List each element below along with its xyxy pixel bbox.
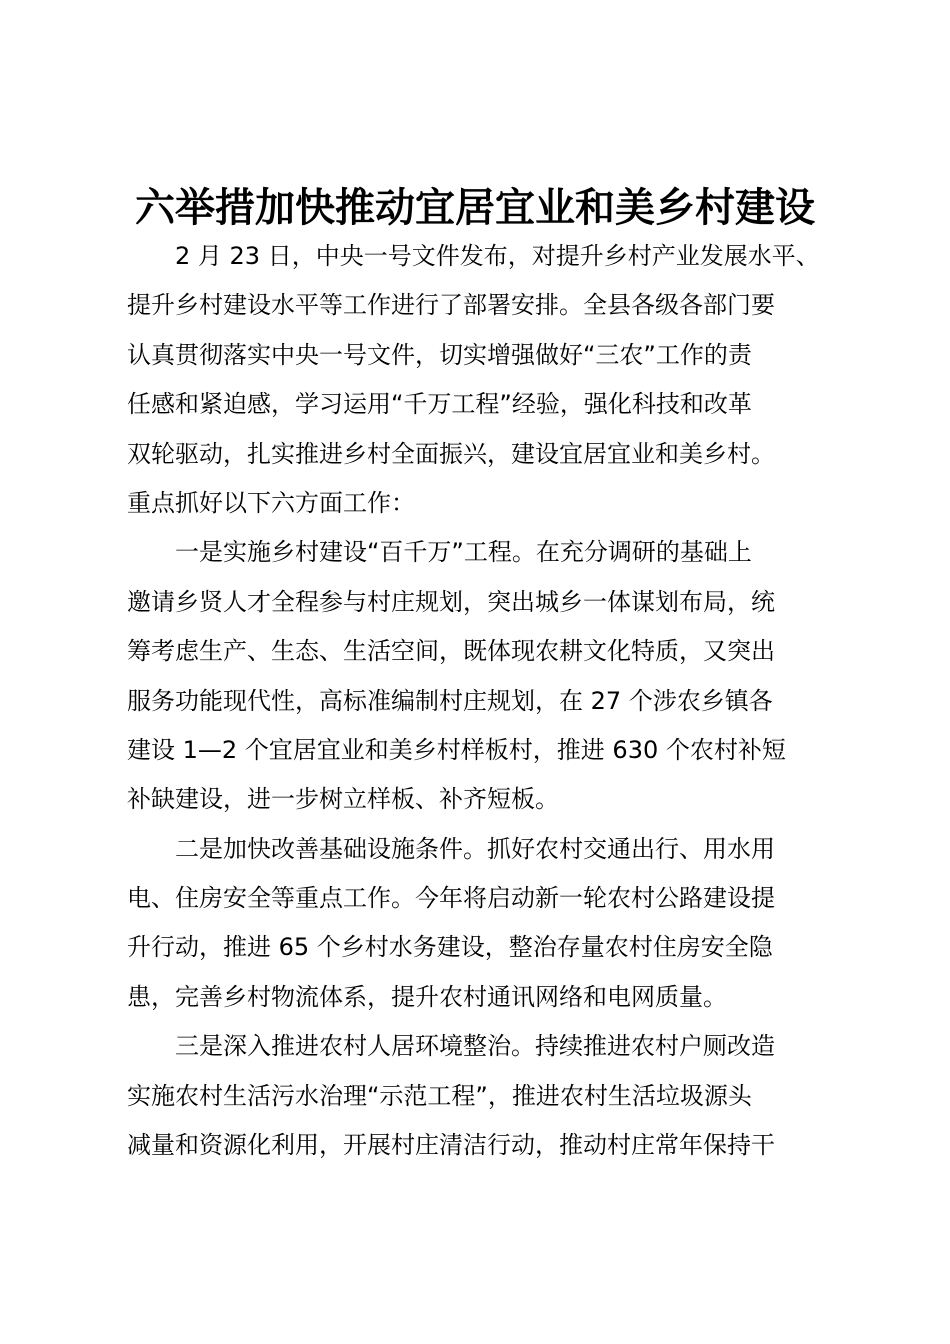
paragraph-line: 二是加快改善基础设施条件。抓好农村交通出行、用水用 <box>175 834 775 863</box>
paragraph-line: 一是实施乡村建设“百千万”工程。在充分调研的基础上 <box>175 538 752 567</box>
paragraph-line: 减量和资源化利用，开展村庄清洁行动，推动村庄常年保持干 <box>127 1131 775 1160</box>
document-title: 六举措加快推动宜居宜业和美乡村建设 <box>135 185 815 231</box>
paragraph-line: 服务功能现代性，高标准编制村庄规划，在 27 个涉农乡镇各 <box>127 686 773 715</box>
paragraph-line: 建设 1—2 个宜居宜业和美乡村样板村，推进 630 个农村补短 <box>127 735 786 764</box>
paragraph-line: 筹考虑生产、生态、生活空间，既体现农耕文化特质，又突出 <box>127 637 775 666</box>
paragraph-line: 电、住房安全等重点工作。今年将启动新一轮农村公路建设提 <box>127 884 775 913</box>
paragraph-line: 升行动，推进 65 个乡村水务建设，整治存量农村住房安全隐 <box>127 933 773 962</box>
paragraph-line: 患，完善乡村物流体系，提升农村通讯网络和电网质量。 <box>127 982 727 1011</box>
paragraph-line: 2 月 23 日，中央一号文件发布，对提升乡村产业发展水平、 <box>175 242 820 270</box>
document-body <box>127 232 839 1170</box>
paragraph-line: 双轮驱动，扎实推进乡村全面振兴，建设宜居宜业和美乡村。 <box>127 439 775 468</box>
paragraph-line: 认真贯彻落实中央一号文件，切实增强做好“三农”工作的责 <box>127 340 752 369</box>
paragraph-line: 实施农村生活污水治理“示范工程”，推进农村生活垃圾源头 <box>127 1081 752 1110</box>
paragraph-line: 邀请乡贤人才全程参与村庄规划，突出城乡一体谋划布局，统 <box>127 587 775 616</box>
paragraph-line: 提升乡村建设水平等工作进行了部署安排。全县各级各部门要 <box>127 291 775 320</box>
paragraph-line: 任感和紧迫感，学习运用“千万工程”经验，强化科技和改革 <box>127 390 752 419</box>
paragraph-line: 重点抓好以下六方面工作： <box>127 488 415 517</box>
paragraph-line: 补缺建设，进一步树立样板、补齐短板。 <box>127 785 559 814</box>
paragraph-line: 三是深入推进农村人居环境整治。持续推进农村户厕改造 <box>175 1032 775 1061</box>
